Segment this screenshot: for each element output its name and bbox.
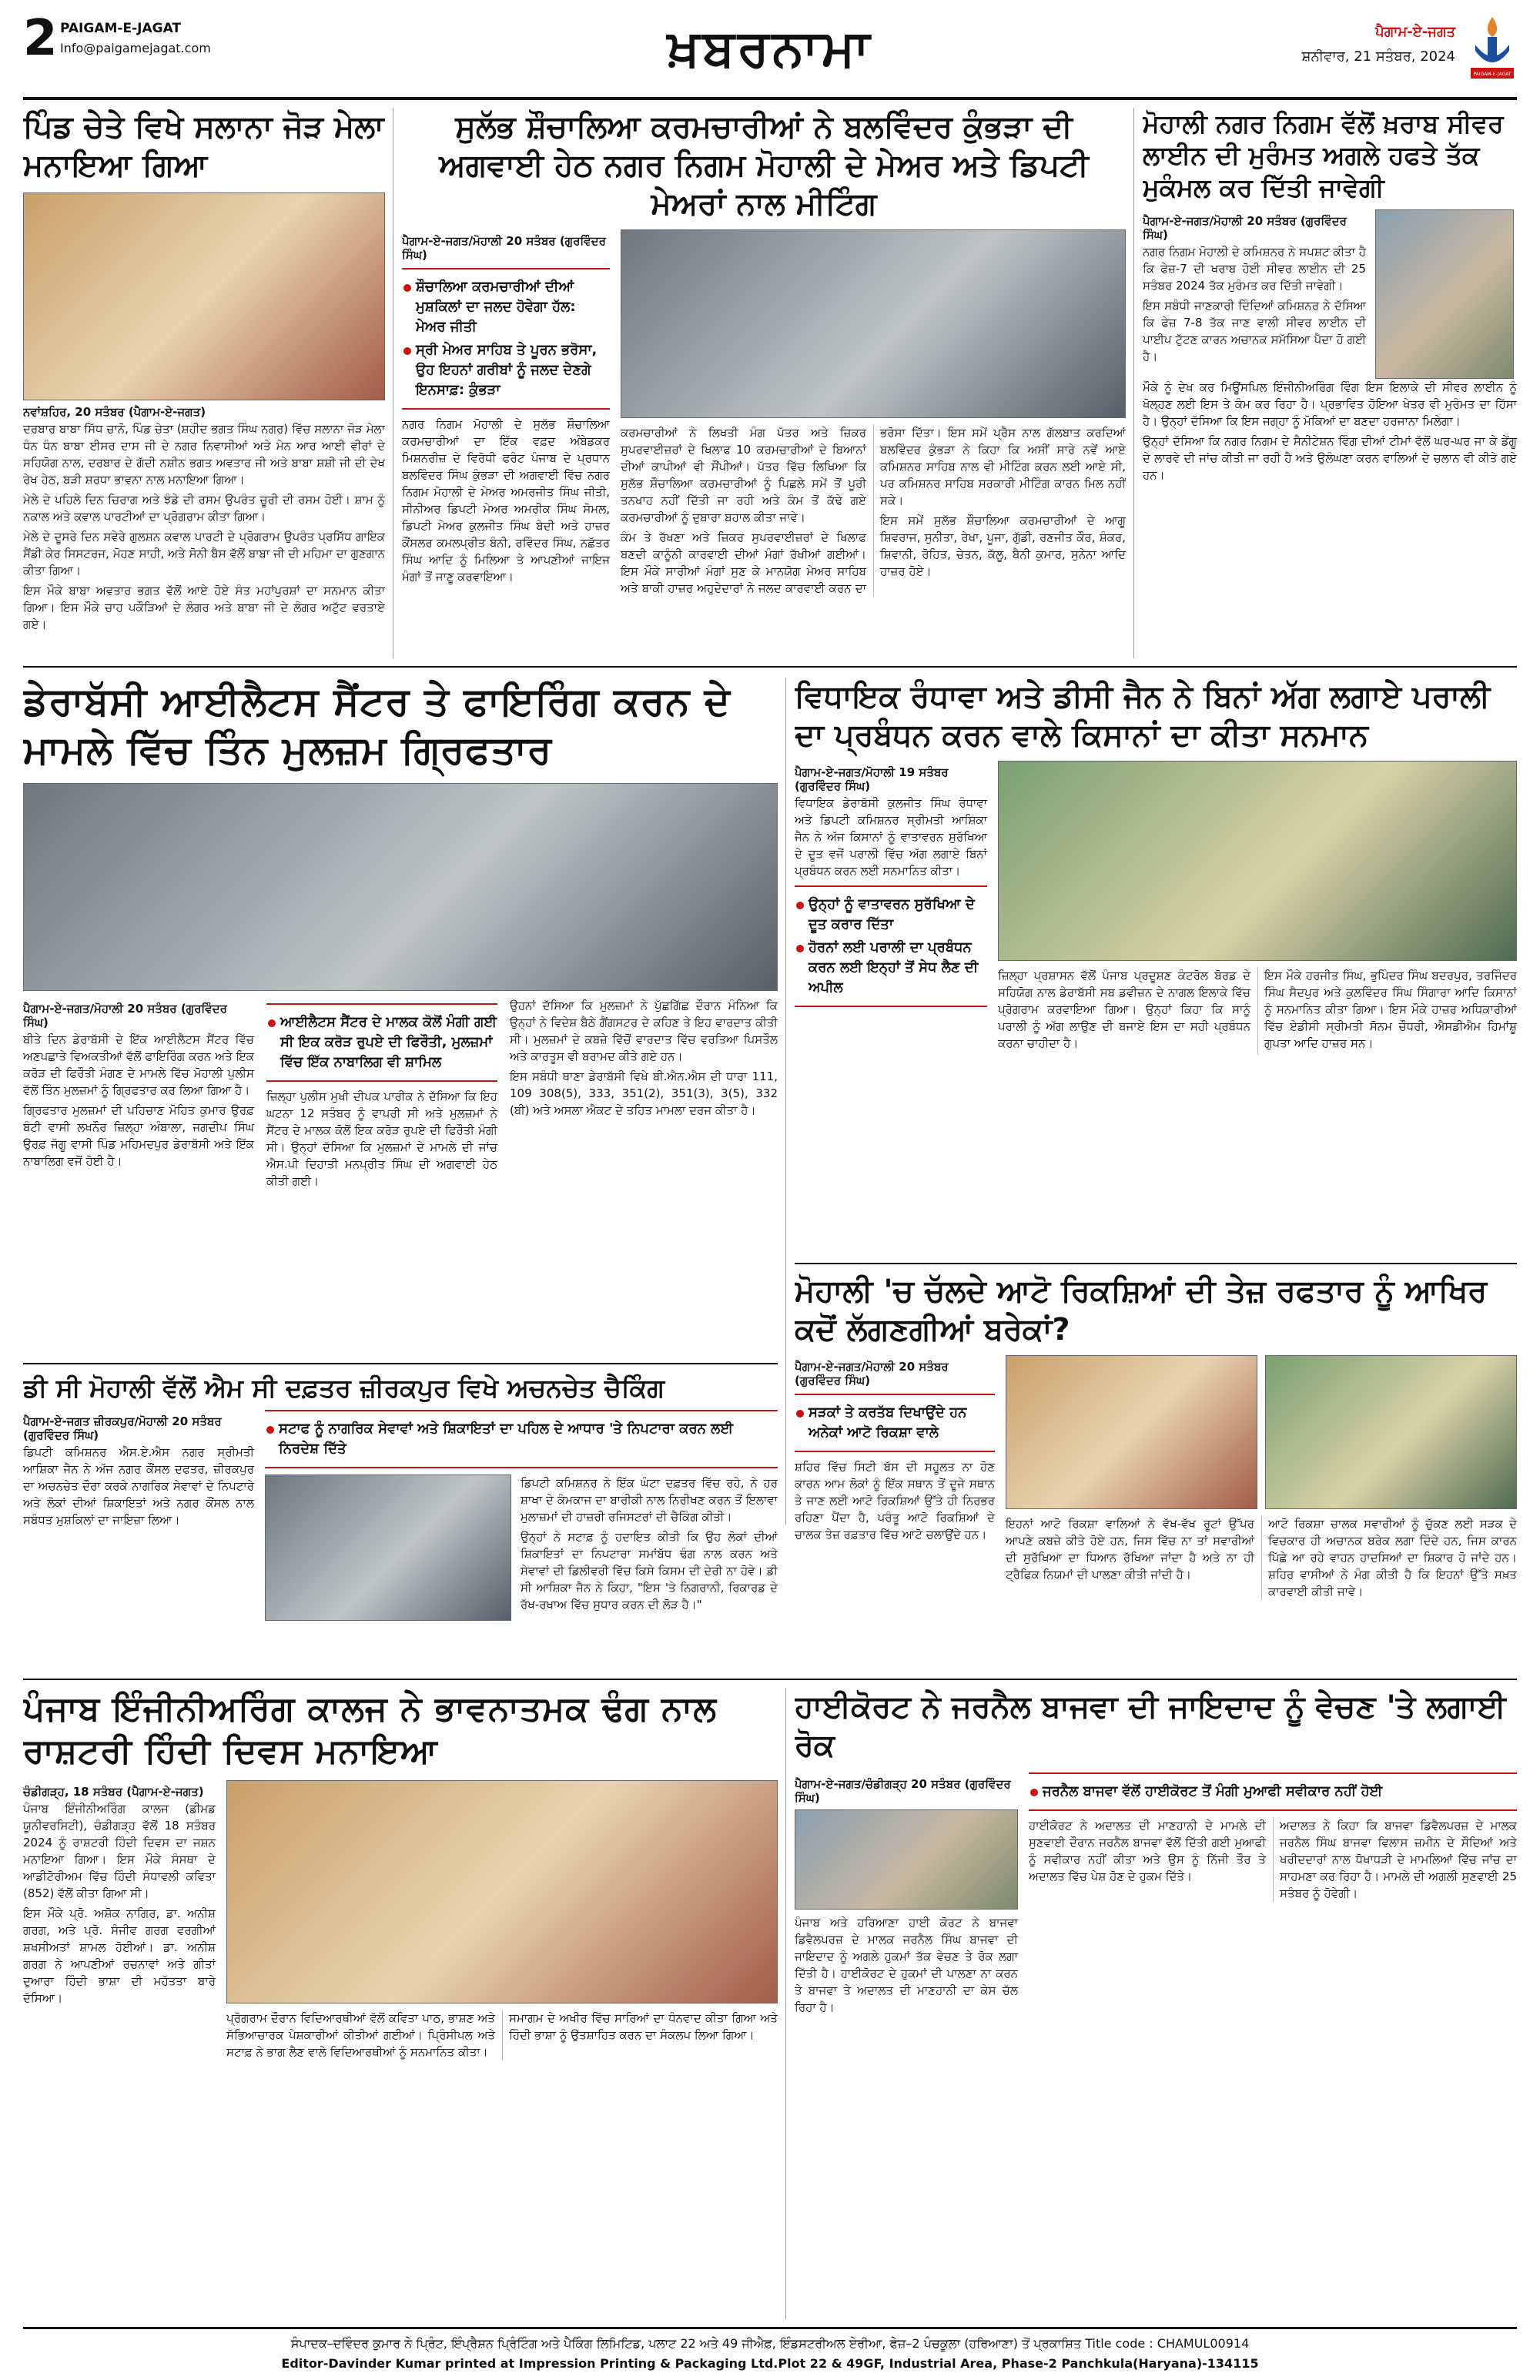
callout-item: ਸੜਕਾਂ ਤੇ ਕਰਤੱਬ ਦਿਖਾਉਂਦੇ ਹਨ ਅਨੇਕਾਂ ਆਟੋ ਰਿਕਸ਼ਾ ਵਾਲੇ: [795, 1403, 995, 1443]
story-body-cont: [1029, 1817, 1517, 1902]
paragraph: ਸਮਾਗਮ ਦੇ ਅਖੀਰ ਵਿੱਚ ਸਾਰਿਆਂ ਦਾ ਧੰਨਵਾਦ ਕੀਤਾ ਗਿਆ ਅਤੇ ਹਿੰਦੀ ਭਾਸ਼ਾ ਨੂੰ ਉਤਸ਼ਾਹਿਤ ਕਰਨ ਦਾ ਸੰਕਲਪ ਲਿਆ ਗਿਆ।: [509, 2011, 778, 2042]
headline: ਪੰਜਾਬ ਇੰਜੀਨੀਅਰਿੰਗ ਕਾਲਜ ਨੇ ਭਾਵਨਾਤਮਕ ਢੰਗ ਨਾਲ ਰਾਸ਼ਟਰੀ ਹਿੰਦੀ ਦਿਵਸ ਮਨਾਇਆ: [23, 1689, 717, 1771]
story-body-cont: [226, 2010, 778, 2060]
story-body: [23, 1031, 254, 1170]
story-sulabh: [402, 108, 1126, 658]
story-body: [795, 795, 987, 879]
headline: ਪਿੰਡ ਚੇਤੇ ਵਿਖੇ ਸਲਾਨਾ ਜੋੜ ਮੇਲਾ ਮਨਾਇਆ ਗਿਆ: [23, 109, 384, 183]
photo-sulabh: [621, 229, 1126, 418]
callout: [795, 885, 987, 1007]
photo-auto-rickshaw: [1006, 1355, 1257, 1509]
brand-name: PAIGAM-E-JAGAT: [60, 21, 182, 36]
page-number: 2: [23, 10, 58, 67]
callout-item: ਆਈਲੈਟਸ ਸੈਂਟਰ ਦੇ ਮਾਲਕ ਕੋਲੋਂ ਮੰਗੀ ਗਈ ਸੀ ਇਕ ਕਰੋੜ ਰੁਪਏ ਦੀ ਫਿਰੌਤੀ, ਮੁਲਜ਼ਮਾਂ ਵਿੱਚ ਇੱਕ ਨਾਬਾਲਿਗ ਵੀ ਸ਼ਾਮਿਲ: [266, 1013, 497, 1073]
callout: [1029, 1772, 1517, 1811]
paragraph: ਕੰਮ ਤੇ ਰੱਖਣਾ ਅਤੇ ਜ਼ਿਕਰ ਸੁਪਰਵਾਈਜ਼ਰਾਂ ਦੇ ਖਿਲਾਫ ਬਣਦੀ ਕਾਨੂੰਨੀ ਕਾਰਵਾਈ ਦੀਆਂ ਮੰਗਾਂ ਰੱਖੀਆਂ ਗਈਆਂ। ਇਸ ਮੌਕੇ ਸਾਰੀਆਂ ਮੰਗਾਂ ਸੁਣ ਕੇ ਮਾਨਯੋਗ ਮੇਅਰ ਸਾਹਿਬ ਅਤੇ ਬਾਕੀ ਹਾਜ਼ਰ ਅਹੁਦੇਦਾਰਾਂ ਨੇ ਜਲਦ ਕਾਰਵਾਈ ਕਰਨ ਦਾ ਭਰੋਸਾ ਦਿੱਤਾ। ਇਸ ਸਮੇਂ ਪ੍ਰੈਸ ਨਾਲ ਗੱਲਬਾਤ ਕਰਦਿਆਂ ਬਲਵਿੰਦਰ ਕੁੰਭੜਾ ਨੇ ਕਿਹਾ ਕਿ ਅਸੀਂ ਸਾਰੇ ਨਵੇਂ ਆਏ ਕਮਿਸ਼ਨਰ ਸਾਹਿਬ ਨਾਲ ਵੀ ਮੀਟਿੰਗ ਕਰਨ ਲਈ ਆਏ ਸੀ, ਪਰ ਕਮਿਸ਼ਨਰ ਸਾਹਿਬ ਸਰਕਾਰੀ ਮੀਟਿੰਗ ਕਾਰਨ ਮਿਲ ਨਹੀਂ ਸਕੇ।: [621, 426, 1126, 595]
story-body: [402, 416, 610, 585]
story-body-cont: [266, 1088, 497, 1190]
dateline: ਪੈਗਾਮ-ਏ-ਜਗਤ/ਚੰਡੀਗੜ੍ਹ 20 ਸਤੰਬਰ (ਗੁਰਵਿੰਦਰ ਸਿੰਘ): [795, 1777, 1011, 1805]
dateline: ਪੈਗਾਮ-ਏ-ਜਗਤ ਜ਼ੀਰਕਪੁਰ/ਮੋਹਾਲੀ 20 ਸਤੰਬਰ (ਗੁਰਵਿੰਦਰ ਸਿੰਘ): [23, 1414, 222, 1443]
story-body: [1143, 243, 1366, 365]
newspaper-logo: [1468, 14, 1517, 83]
paragraph: ਇਸ ਸਬੰਧੀ ਜਾਣਕਾਰੀ ਦਿੰਦਿਆਂ ਕਮਿਸ਼ਨਰ ਨੇ ਦੱਸਿਆ ਕਿ ਫੇਜ਼ 7-8 ਤੱਕ ਜਾਣ ਵਾਲੀ ਸੀਵਰ ਲਾਈਨ ਦੀ ਪਾਈਪ ਟੁੱਟਣ ਕਾਰਨ ਅਚਾਨਕ ਸਮੱਸਿਆ ਪੈਦਾ ਹੋ ਗਈ ਹੈ।: [1143, 298, 1366, 363]
paragraph: ਵਿਧਾਇਕ ਡੇਰਾਬੱਸੀ ਕੁਲਜੀਤ ਸਿੰਘ ਰੰਧਾਵਾ ਅਤੇ ਡਿਪਟੀ ਕਮਿਸ਼ਨਰ ਸ੍ਰੀਮਤੀ ਆਸ਼ਿਕਾ ਜੈਨ ਨੇ ਅੱਜ ਕਿਸਾਨਾਂ ਨੂੰ ਵਾਤਾਵਰਨ ਸੁਰੱਖਿਆ ਦੇ ਦੂਤ ਵਜੋਂ ਪਰਾਲੀ ਵਿੱਚ ਅੱਗ ਲਗਾਏ ਬਿਨਾਂ ਪ੍ਰਬੰਧਨ ਕਰਨ ਲਈ ਸਨਮਾਨਿਤ ਕੀਤਾ।: [795, 796, 987, 878]
paragraph: ਉਹਨਾਂ ਦੱਸਿਆ ਕਿ ਮੁਲਜ਼ਮਾਂ ਨੇ ਪੁੱਛਗਿੱਛ ਦੌਰਾਨ ਮੰਨਿਆ ਕਿ ਉਨ੍ਹਾਂ ਨੇ ਵਿਦੇਸ਼ ਬੈਠੇ ਗੈਂਗਸਟਰ ਦੇ ਕਹਿਣ ਤੇ ਇਹ ਵਾਰਦਾਤ ਕੀਤੀ ਸੀ। ਮੁਲਜ਼ਮਾਂ ਦੇ ਕਬਜ਼ੇ ਵਿੱਚੋਂ ਵਾਰਦਾਤ ਵਿੱਚ ਵਰਤਿਆ ਪਿਸਤੌਲ ਅਤੇ ਕਾਰਤੂਸ ਵੀ ਬਰਾਮਦ ਕੀਤੇ ਗਏ ਹਨ।: [510, 999, 778, 1063]
callout: [402, 268, 610, 410]
paragraph: ਹਾਈਕੋਰਟ ਨੇ ਅਦਾਲਤ ਦੀ ਮਾਣਹਾਨੀ ਦੇ ਮਾਮਲੇ ਦੀ ਸੁਣਵਾਈ ਦੌਰਾਨ ਜਰਨੈਲ ਬਾਜਵਾ ਵੱਲੋਂ ਦਿੱਤੀ ਗਈ ਮੁਆਫੀ ਨੂੰ ਸਵੀਕਾਰ ਨਹੀਂ ਕੀਤਾ ਅਤੇ ਉਸ ਨੂੰ ਨਿੱਜੀ ਤੌਰ ਤੇ ਅਦਾਲਤ ਵਿੱਚ ਪੇਸ਼ ਹੋਣ ਦੇ ਹੁਕਮ ਦਿੱਤੇ।: [1029, 1819, 1266, 1883]
section-rule: [23, 1679, 1517, 1680]
story-bajwa: [795, 1688, 1517, 2319]
story-pec: [23, 1688, 778, 2319]
brand-email: Info@paigamejagat.com: [60, 41, 211, 55]
callout-item: ਸਟਾਫ ਨੂੰ ਨਾਗਰਿਕ ਸੇਵਾਵਾਂ ਅਤੇ ਸ਼ਿਕਾਇਤਾਂ ਦਾ ਪਹਿਲ ਦੇ ਆਧਾਰ 'ਤੇ ਨਿਪਟਾਰਾ ਕਰਨ ਲਈ ਨਿਰਦੇਸ਼ ਦਿੱਤੇ: [265, 1419, 778, 1459]
masthead: [23, 10, 1517, 100]
paragraph: ਉਨ੍ਹਾਂ ਨੇ ਸਟਾਫ਼ ਨੂੰ ਹਦਾਇਤ ਕੀਤੀ ਕਿ ਉਹ ਲੋਕਾਂ ਦੀਆਂ ਸ਼ਿਕਾਇਤਾਂ ਦਾ ਨਿਪਟਾਰਾ ਸਮਾਂਬੱਧ ਢੰਗ ਨਾਲ ਕਰਨ ਅਤੇ ਸੇਵਾਵਾਂ ਦੀ ਡਿਲੀਵਰੀ ਵਿੱਚ ਕਿਸੇ ਕਿਸਮ ਦੀ ਦੇਰੀ ਨਾ ਹੋਵੇ। ਡੀ ਸੀ ਆਸ਼ਿਕਾ ਜੈਨ ਨੇ ਕਿਹਾ, "ਇਸ 'ਤੇ ਨਿਗਰਾਨੀ, ਰਿਕਾਰਡ ਦੇ ਰੱਖ-ਰਖਾਅ ਵਿੱਚ ਸੁਧਾਰ ਕਰਨ ਦੀ ਲੋੜ ਹੈ।": [521, 1530, 778, 1612]
headline: ਸੁਲੱਭ ਸ਼ੌਚਾਲਿਆ ਕਰਮਚਾਰੀਆਂ ਨੇ ਬਲਵਿੰਦਰ ਕੁੰਭੜਾ ਦੀ ਅਗਵਾਈ ਹੇਠ ਨਗਰ ਨਿਗਮ ਮੋਹਾਲੀ ਦੇ ਮੇਅਰ ਅਤੇ ਡਿਪਟੀ ਮੇਅਰਾਂ ਨਾਲ ਮੀਟਿੰਗ: [439, 109, 1089, 222]
paragraph: ਅਦਾਲਤ ਨੇ ਕਿਹਾ ਕਿ ਬਾਜਵਾ ਡਿਵੈਲਪਰਜ਼ ਦੇ ਮਾਲਕ ਜਰਨੈਲ ਸਿੰਘ ਬਾਜਵਾ ਵਿਲਾਸ ਜ਼ਮੀਨ ਦੇ ਸੌਦਿਆਂ ਅਤੇ ਖਰੀਦਦਾਰਾਂ ਨਾਲ ਧੋਖਾਧੜੀ ਦੇ ਮਾਮਲਿਆਂ ਵਿੱਚ ਜਾਂਚ ਦਾ ਸਾਹਮਣਾ ਕਰ ਰਿਹਾ ਹੈ। ਮਾਮਲੇ ਦੀ ਅਗਲੀ ਸੁਣਵਾਈ 25 ਸਤੰਬਰ ਨੂੰ ਹੋਵੇਗੀ।: [1280, 1819, 1517, 1900]
story-randhawa: [795, 678, 1517, 1209]
story-autos: [795, 1272, 1517, 1672]
paragraph: ਗ੍ਰਿਫਤਾਰ ਮੁਲਜ਼ਮਾਂ ਦੀ ਪਹਿਚਾਣ ਮੋਹਿਤ ਕੁਮਾਰ ਉਰਫ਼ ਬੰਟੀ ਵਾਸੀ ਲਖਨੌਰ ਜ਼ਿਲ੍ਹਾ ਅੰਬਾਲਾ, ਜਗਦੀਪ ਸਿੰਘ ਉਰਫ਼ ਜੱਗੂ ਵਾਸੀ ਪਿੰਡ ਮਹਿਮਦਪੁਰ ਡੇਰਾਬੱਸੀ ਅਤੇ ਇੱਕ ਨਾਬਾਲਿਗ ਵਜੋਂ ਹੋਈ ਹੈ।: [23, 1103, 254, 1168]
section-rule: [23, 666, 1517, 668]
story-body-cont2: [510, 997, 778, 1119]
dateline: ਪੈਗਾਮ-ਏ-ਜਗਤ/ਮੋਹਾਲੀ 20 ਸਤੰਬਰ (ਗੁਰਵਿੰਦਰ ਸਿੰਘ): [402, 234, 606, 262]
photo-police-press: [23, 783, 778, 991]
paragraph: ਡਿਪਟੀ ਕਮਿਸ਼ਨਰ ਨੇ ਇੱਕ ਘੰਟਾ ਦਫ਼ਤਰ ਵਿੱਚ ਰਹੇ, ਨੇ ਹਰ ਸ਼ਾਖਾ ਦੇ ਕੰਮਕਾਜ ਦਾ ਬਾਰੀਕੀ ਨਾਲ ਨਿਰੀਖਣ ਕਰਨ ਤੋਂ ਇਲਾਵਾ ਮੁਲਾਜ਼ਮਾਂ ਦੀ ਹਾਜ਼ਰੀ ਰਜਿਸਟਰਾਂ ਦੀ ਚੈਕਿੰਗ ਕੀਤੀ।: [521, 1476, 778, 1525]
paper-name: ਪੈਗਾਮ-ਏ-ਜਗਤ: [1375, 24, 1455, 40]
photo-bajwa: [795, 1809, 1018, 1910]
story-body: [23, 420, 385, 633]
story-body-cont: [621, 424, 1126, 597]
story-sewer: [1143, 108, 1517, 658]
headline: ਮੋਹਾਲੀ 'ਚ ਚੱਲਦੇ ਆਟੋ ਰਿਕਸ਼ਿਆਂ ਦੀ ਤੇਜ਼ ਰਫਤਾਰ ਨੂੰ ਆਖਿਰ ਕਦੋਂ ਲੱਗਣਗੀਆਂ ਬਰੇਕਾਂ?: [795, 1274, 1488, 1347]
dateline: ਚੰਡੀਗੜ੍ਹ, 18 ਸਤੰਬਰ (ਪੈਗਾਮ-ਏ-ਜਗਤ): [23, 1785, 204, 1799]
section-title: ਖ਼ਬਰਨਾਮਾ: [667, 18, 873, 78]
paper-info: [1302, 20, 1455, 69]
callout-item: ਸ਼ੌਚਾਲਿਆ ਕਰਮਚਾਰੀਆਂ ਦੀਆਂ ਮੁਸ਼ਕਿਲਾਂ ਦਾ ਜਲਦ ਹੋਵੇਗਾ ਹੱਲ: ਮੇਅਰ ਜੀਤੀ: [402, 277, 610, 337]
dateline: ਪੈਗਾਮ-ਏ-ਜਗਤ/ਮੋਹਾਲੀ 20 ਸਤੰਬਰ (ਗੁਰਵਿੰਦਰ ਸਿੰਘ): [23, 1002, 227, 1029]
paragraph: ਪ੍ਰੋਗਰਾਮ ਦੌਰਾਨ ਵਿਦਿਆਰਥੀਆਂ ਵੱਲੋਂ ਕਵਿਤਾ ਪਾਠ, ਭਾਸ਼ਣ ਅਤੇ ਸੱਭਿਆਚਾਰਕ ਪੇਸ਼ਕਾਰੀਆਂ ਕੀਤੀਆਂ ਗਈਆਂ। ਪ੍ਰਿੰਸੀਪਲ ਅਤੇ ਸਟਾਫ਼ ਨੇ ਭਾਗ ਲੈਣ ਵਾਲੇ ਵਿਦਿਆਰਥੀਆਂ ਨੂੰ ਸਨਮਾਨਿਤ ਕੀਤਾ।: [226, 2011, 495, 2059]
paragraph: ਇਹਨਾਂ ਆਟੋ ਰਿਕਸ਼ਾ ਵਾਲਿਆਂ ਨੇ ਵੱਖ-ਵੱਖ ਰੂਟਾਂ ਉੱਪਰ ਆਪਣੇ ਕਬਜ਼ੇ ਕੀਤੇ ਹੋਏ ਹਨ, ਜਿਸ ਵਿੱਚ ਨਾ ਤਾਂ ਸਵਾਰੀਆਂ ਦੀ ਸੁਰੱਖਿਆ ਦਾ ਧਿਆਨ ਰੱਖਿਆ ਜਾਂਦਾ ਹੈ ਅਤੇ ਨਾ ਹੀ ਟ੍ਰੈਫਿਕ ਨਿਯਮਾਂ ਦੀ ਪਾਲਣਾ ਕੀਤੀ ਜਾਂਦੀ ਹੈ।: [1006, 1517, 1254, 1582]
callout-item: ਜਰਨੈਲ ਬਾਜਵਾ ਵੱਲੋਂ ਹਾਈਕੋਰਟ ਤੋਂ ਮੰਗੀ ਮੁਆਫੀ ਸਵੀਕਾਰ ਨਹੀਂ ਹੋਈ: [1029, 1782, 1517, 1802]
photo-road-traffic: [1265, 1355, 1517, 1509]
paragraph: ਕਰਮਚਾਰੀਆਂ ਨੇ ਲਿਖਤੀ ਮੰਗ ਪੱਤਰ ਅਤੇ ਜ਼ਿਕਰ ਸੁਪਰਵਾਈਜ਼ਰਾਂ ਦੇ ਖਿਲਾਫ 10 ਕਰਮਚਾਰੀਆਂ ਦੇ ਬਿਆਨਾਂ ਦੀਆਂ ਕਾਪੀਆਂ ਵੀ ਸੌਂਪੀਆਂ। ਪੱਤਰ ਵਿੱਚ ਲਿਖਿਆ ਕਿ ਸੁਲੱਭ ਸ਼ੌਚਾਲਿਆ ਕਰਮਚਾਰੀਆਂ ਨੂੰ ਪਿਛਲੇ ਸਮੇਂ ਤੋਂ ਪੂਰੀ ਤਨਖਾਹ ਨਹੀਂ ਦਿੱਤੀ ਜਾ ਰਹੀ ਅਤੇ ਕੰਮ ਤੋਂ ਕੱਢੇ ਗਏ ਕਰਮਚਾਰੀਆਂ ਨੂੰ ਦੁਬਾਰਾ ਬਹਾਲ ਕੀਤਾ ਜਾਵੇ।: [621, 426, 866, 524]
story-body: [795, 1914, 1018, 2016]
story-body: [23, 1800, 216, 2007]
imprint-line-english: Editor-Davinder Kumar printed at Impression Printing & Packaging Ltd.Plot 22 & 49GF, Industrial Area, Phase-2 Panchkula(Haryana)-134115: [281, 2356, 1259, 2371]
paragraph: ਆਟੋ ਰਿਕਸ਼ਾ ਚਾਲਕ ਸਵਾਰੀਆਂ ਨੂੰ ਚੁੱਕਣ ਲਈ ਸੜਕ ਦੇ ਵਿਚਕਾਰ ਹੀ ਅਚਾਨਕ ਬਰੇਕ ਲਗਾ ਦਿੰਦੇ ਹਨ, ਜਿਸ ਕਾਰਨ ਪਿੱਛੇ ਆ ਰਹੇ ਵਾਹਨ ਹਾਦਸਿਆਂ ਦਾ ਸ਼ਿਕਾਰ ਹੋ ਜਾਂਦੇ ਹਨ। ਸ਼ਹਿਰ ਵਾਸੀਆਂ ਨੇ ਮੰਗ ਕੀਤੀ ਹੈ ਕਿ ਇਹਨਾਂ ਉੱਤੇ ਸਖ਼ਤ ਕਾਰਵਾਈ ਕੀਤੀ ਜਾਵੇ।: [1268, 1517, 1517, 1598]
paragraph: ਇਸ ਮੌਕੇ ਪ੍ਰੋ. ਅਸ਼ੋਕ ਨਾਗਿਰ, ਡਾ. ਅਨੀਸ਼ ਗਰਗ, ਅਤੇ ਪ੍ਰੋ. ਸੰਜੀਵ ਗਰਗ ਵਰਗੀਆਂ ਸ਼ਖਸੀਅਤਾਂ ਸ਼ਾਮਲ ਹੋਈਆਂ। ਡਾ. ਅਨੀਸ਼ ਗਰਗ ਨੇ ਆਪਣੀਆਂ ਰਚਨਾਵਾਂ ਅਤੇ ਗੀਤਾਂ ਦੁਆਰਾ ਹਿੰਦੀ ਭਾਸ਼ਾ ਦੀ ਮਹੱਤਤਾ ਬਾਰੇ ਦੱਸਿਆ।: [23, 1906, 216, 2005]
paragraph: ਇਸ ਸਮੇਂ ਸੁਲੱਭ ਸ਼ੌਚਾਲਿਆ ਕਰਮਚਾਰੀਆਂ ਦੇ ਆਗੂ ਸ਼ਿਵਰਾਜ, ਸੁਨੀਤਾ, ਰੇਖਾ, ਪੂਜਾ, ਗੁੱਡੀ, ਰਣਜੀਤ ਕੌਰ, ਸ਼ੰਕਰ, ਸ਼ਿਵਾਨੀ, ਰੋਹਿਤ, ਚੇਤਨ, ਕੱਲੂ, ਬੈਨੀ ਕੁਮਾਰ, ਸੁਨੇਨਾ ਆਦਿ ਹਾਜ਼ਰ ਹੋਏ।: [880, 514, 1126, 578]
callout-item: ਉਨ੍ਹਾਂ ਨੂੰ ਵਾਤਾਵਰਨ ਸੁਰੱਖਿਆ ਦੇ ਦੂਤ ਕਰਾਰ ਦਿੱਤਾ: [795, 895, 987, 935]
story-body-cont: [998, 967, 1517, 1055]
callout-item: ਹੋਰਨਾਂ ਲਈ ਪਰਾਲੀ ਦਾ ਪ੍ਰਬੰਧਨ ਕਰਨ ਲਈ ਇਨ੍ਹਾਂ ਤੋਂ ਸੇਧ ਲੈਣ ਦੀ ਅਪੀਲ: [795, 938, 987, 998]
imprint-footer: [23, 2327, 1517, 2374]
callout: [266, 1003, 497, 1082]
photo-farmers-honour: [998, 761, 1517, 961]
photo-commissioner: [1375, 209, 1514, 379]
story-body: [795, 1458, 995, 1543]
dateline: ਪੈਗਾਮ-ਏ-ਜਗਤ/ਮੋਹਾਲੀ 20 ਸਤੰਬਰ (ਗੁਰਵਿੰਦਰ ਸਿੰਘ): [1143, 213, 1347, 242]
callout: [795, 1394, 995, 1452]
paragraph: ਜ਼ਿਲ੍ਹਾ ਪ੍ਰਸ਼ਾਸਨ ਵੱਲੋਂ ਪੰਜਾਬ ਪ੍ਰਦੂਸ਼ਣ ਕੰਟਰੋਲ ਬੋਰਡ ਦੇ ਸਹਿਯੋਗ ਨਾਲ ਡੇਰਾਬੱਸੀ ਸਬ ਡਵੀਜ਼ਨ ਦੇ ਨਾਗਲ ਇਲਾਕੇ ਵਿੱਚ ਪ੍ਰੋਗਰਾਮ ਕਰਵਾਇਆ ਗਿਆ। ਉਨ੍ਹਾਂ ਕਿਹਾ ਕਿ ਸਾਨੂੰ ਪਰਾਲੀ ਨੂੰ ਅੱਗ ਲਾਉਣ ਦੀ ਬਜਾਏ ਇਸ ਦਾ ਸਹੀ ਪ੍ਰਬੰਧਨ ਕਰਨਾ ਚਾਹੀਦਾ ਹੈ।: [998, 969, 1250, 1050]
paragraph: ਇਸ ਮੌਕੇ ਬਾਬਾ ਅਵਤਾਰ ਭਗਤ ਵੱਲੋਂ ਆਏ ਹੋਏ ਸੰਤ ਮਹਾਂਪੁਰਸ਼ਾਂ ਦਾ ਸਨਮਾਨ ਕੀਤਾ ਗਿਆ। ਇਸ ਮੌਕੇ ਚਾਹ ਪਕੌੜਿਆਂ ਦੇ ਲੰਗਰ ਅਤੇ ਬਾਬਾ ਜੀ ਦੇ ਲੰਗਰ ਅਟੁੱਟ ਵਰਤਾਏ ਗਏ।: [23, 584, 385, 631]
paragraph: ਨਗਰ ਨਿਗਮ ਮੋਹਾਲੀ ਦੇ ਸੁਲੱਭ ਸ਼ੌਚਾਲਿਆ ਕਰਮਚਾਰੀਆਂ ਦਾ ਇੱਕ ਵਫ਼ਦ ਅੰਬੇਡਕਰ ਮਿਸ਼ਨਰੀਜ਼ ਦੇ ਵਿਰੋਧੀ ਫਰੰਟ ਪੰਜਾਬ ਦੇ ਪ੍ਰਧਾਨ ਬਲਵਿੰਦਰ ਸਿੰਘ ਕੁੰਭੜਾ ਦੀ ਅਗਵਾਈ ਵਿੱਚ ਨਗਰ ਨਿਗਮ ਮੋਹਾਲੀ ਦੇ ਮੇਅਰ ਅਮਰਜੀਤ ਸਿੰਘ ਜੀਤੀ, ਸੀਨੀਅਰ ਡਿਪਟੀ ਮੇਅਰ ਅਮਰੀਕ ਸਿੰਘ ਸੋਮਲ, ਡਿਪਟੀ ਮੇਅਰ ਕੁਲਜੀਤ ਸਿੰਘ ਬੇਦੀ ਅਤੇ ਹਾਜ਼ਰ ਕੌਂਸਲਰ ਕਮਲਪ੍ਰੀਤ ਬੰਨੀ, ਰਵਿੰਦਰ ਸਿੰਘ, ਨਛੱਤਰ ਸਿੰਘ ਆਦਿ ਨੂੰ ਮਿਲਿਆ ਤੇ ਆਪਣੀਆਂ ਜਾਇਜ ਮੰਗਾਂ ਤੋਂ ਜਾਣੂ ਕਰਵਾਇਆ।: [402, 417, 610, 584]
paragraph: ਇਸ ਸਬੰਧੀ ਥਾਣਾ ਡੇਰਾਬੱਸੀ ਵਿਖੇ ਬੀ.ਐਨ.ਐਸ ਦੀ ਧਾਰਾ 111, 109 308(5), 333, 351(2), 351(3), 3(5), 332 (ਬੀ) ਅਤੇ ਅਸਲਾ ਐਕਟ ਦੇ ਤਹਿਤ ਮਾਮਲਾ ਦਰਜ ਕੀਤਾ ਹੈ।: [510, 1069, 778, 1117]
paragraph: ਉਨ੍ਹਾਂ ਦੱਸਿਆ ਕਿ ਨਗਰ ਨਿਗਮ ਦੇ ਸੈਨੀਟੇਸ਼ਨ ਵਿੰਗ ਦੀਆਂ ਟੀਮਾਂ ਵੱਲੋਂ ਘਰ-ਘਰ ਜਾ ਕੇ ਡੇਂਗੂ ਦੇ ਲਾਰਵੇ ਦੀ ਜਾਂਚ ਕੀਤੀ ਜਾ ਰਹੀ ਹੈ ਅਤੇ ਉਲੰਘਣਾ ਕਰਨ ਵਾਲਿਆਂ ਦੇ ਚਲਾਨ ਵੀ ਕੀਤੇ ਗਏ ਹਨ।: [1143, 433, 1517, 482]
story-derabassi: [23, 678, 778, 1355]
headline: ਡੀ ਸੀ ਮੋਹਾਲੀ ਵੱਲੋਂ ਐਮ ਸੀ ਦਫ਼ਤਰ ਜ਼ੀਰਕਪੁਰ ਵਿਖੇ ਅਚਨਚੇਤ ਚੈਕਿੰਗ: [23, 1373, 665, 1403]
section-rule: [795, 1263, 1517, 1264]
paragraph: ਬੀਤੇ ਦਿਨ ਡੇਰਾਬੱਸੀ ਦੇ ਇੱਕ ਆਈਲੈਟਸ ਸੈਂਟਰ ਵਿੱਚ ਅਣਪਛਾਤੇ ਵਿਅਕਤੀਆਂ ਵੱਲੋਂ ਫਾਇਰਿੰਗ ਕਰਨ ਅਤੇ ਇਕ ਕਰੋੜ ਦੀ ਫਿਰੌਤੀ ਮੰਗਣ ਦੇ ਮਾਮਲੇ ਵਿੱਚ ਮੋਹਾਲੀ ਪੁਲੀਸ ਵੱਲੋਂ ਤਿੰਨ ਮੁਲਜ਼ਮਾਂ ਨੂੰ ਗ੍ਰਿਫਤਾਰ ਕਰ ਲਿਆ ਗਿਆ ਹੈ।: [23, 1033, 254, 1097]
story-body: [23, 1444, 254, 1528]
story-body-cont: [1006, 1515, 1517, 1600]
headline: ਵਿਧਾਇਕ ਰੰਧਾਵਾ ਅਤੇ ਡੀਸੀ ਜੈਨ ਨੇ ਬਿਨਾਂ ਅੱਗ ਲਗਾਏ ਪਰਾਲੀ ਦਾ ਪ੍ਰਬੰਧਨ ਕਰਨ ਵਾਲੇ ਕਿਸਾਨਾਂ ਦਾ ਕੀਤਾ ਸਨਮਾਨ: [795, 679, 1491, 753]
paragraph: ਪੰਜਾਬ ਇੰਜੀਨੀਅਰਿੰਗ ਕਾਲਜ (ਡੀਮਡ ਯੂਨੀਵਰਸਿਟੀ), ਚੰਡੀਗੜ੍ਹ ਵੱਲੋਂ 18 ਸਤੰਬਰ 2024 ਨੂੰ ਰਾਸ਼ਟਰੀ ਹਿੰਦੀ ਦਿਵਸ ਦਾ ਜਸ਼ਨ ਮਨਾਇਆ ਗਿਆ। ਇਸ ਮੌਕੇ ਸੰਸਥਾ ਦੇ ਆਡੀਟੋਰੀਅਮ ਵਿੱਚ ਹਿੰਦੀ ਸੰਧਾਵਲੀ ਕਵਿਤਾ (852) ਵੱਲੋਂ ਕੀਤਾ ਗਿਆ ਸੀ।: [23, 1802, 216, 1900]
paragraph: ਇਸ ਮੌਕੇ ਹਰਜੀਤ ਸਿੰਘ, ਭੁਪਿੰਦਰ ਸਿੰਘ ਬਦਰਪੁਰ, ਤਰਜਿੰਦਰ ਸਿੰਘ ਸੈਦਪੁਰ ਅਤੇ ਕੁਲਵਿੰਦਰ ਸਿੰਘ ਸਿੰਗਾਰਾ ਆਦਿ ਕਿਸਾਨਾਂ ਨੂੰ ਸਨਮਾਨਿਤ ਕੀਤਾ ਗਿਆ। ਇਸ ਮੌਕੇ ਹਾਜ਼ਰ ਅਧਿਕਾਰੀਆਂ ਵਿੱਚ ਏਡੀਸੀ ਸ੍ਰੀਮਤੀ ਸੋਨਮ ਚੌਧਰੀ, ਐਸਡੀਐਮ ਹਿਮਾਂਸ਼ੂ ਗੁਪਤਾ ਆਦਿ ਹਾਜ਼ਰ ਸਨ।: [1264, 969, 1517, 1050]
paragraph: ਪੰਜਾਬ ਅਤੇ ਹਰਿਆਣਾ ਹਾਈ ਕੋਰਟ ਨੇ ਬਾਜਵਾ ਡਿਵੈਲਪਰਜ਼ ਦੇ ਮਾਲਕ ਜਰਨੈਲ ਸਿੰਘ ਬਾਜਵਾ ਦੀ ਜਾਇਦਾਦ ਨੂੰ ਅਗਲੇ ਹੁਕਮਾਂ ਤੱਕ ਵੇਚਣ ਤੇ ਰੋਕ ਲਗਾ ਦਿੱਤੀ ਹੈ। ਹਾਈਕੋਰਟ ਦੇ ਹੁਕਮਾਂ ਦੀ ਪਾਲਣਾ ਨਾ ਕਰਨ ਤੇ ਬਾਜਵਾ ਤੇ ਅਦਾਲਤ ਦੀ ਮਾਣਹਾਨੀ ਦਾ ਕੇਸ ਚੱਲ ਰਿਹਾ ਹੈ।: [795, 1916, 1018, 2014]
photo-salana: [23, 192, 385, 400]
paragraph: ਮੌਕੇ ਨੂੰ ਦੇਖ ਕਰ ਮਿਊਂਸਪਿਲ ਇੰਜੀਨੀਅਰਿੰਗ ਵਿੰਗ ਇਸ ਇਲਾਕੇ ਦੀ ਸੀਵਰ ਲਾਈਨ ਨੂੰ ਖੋਲ੍ਹਣ ਲਈ ਇਸ ਤੇ ਕੰਮ ਕਰ ਰਿਹਾ ਹੈ। ਪ੍ਰਭਾਵਿਤ ਹੋਇਆ ਖੇਤਰ ਵੀ ਮੁਰੰਮਤ ਦਾ ਹਿੱਸਾ ਹੈ। ਉਨ੍ਹਾਂ ਦੱਸਿਆ ਕਿ ਇਸ ਜਗ੍ਹਾ ਨੂੰ ਮੋਕਿਆਂ ਦਾ ਬਣਦਾ ਹਰਜਾਨਾ ਮਿਲੇਗਾ।: [1143, 380, 1517, 428]
headline: ਡੇਰਾਬੱਸੀ ਆਈਲੈਟਸ ਸੈਂਟਰ ਤੇ ਫਾਇਰਿੰਗ ਕਰਨ ਦੇ ਮਾਮਲੇ ਵਿੱਚ ਤਿੰਨ ਮੁਲਜ਼ਮ ਗ੍ਰਿਫਤਾਰ: [23, 679, 731, 772]
logo-text: PAIGAM-E-JAGAT: [1473, 72, 1512, 77]
callout-item: ਸ੍ਰੀ ਮੇਅਰ ਸਾਹਿਬ ਤੇ ਪੂਰਨ ਭਰੋਸਾ, ਉਹ ਇਹਨਾਂ ਗਰੀਬਾਂ ਨੂੰ ਜਲਦ ਦੇਣਗੇ ਇਨਸਾਫ਼: ਕੁੰਭੜਾ: [402, 340, 610, 400]
imprint-line-punjabi: ਸੰਪਾਦਕ–ਦਵਿੰਦਰ ਕੁਮਾਰ ਨੇ ਪ੍ਰਿੰਟ, ਇੰਪ੍ਰੈਸ਼ਨ ਪ੍ਰਿੰਟਿੰਗ ਅਤੇ ਪੈਕਿੰਗ ਲਿਮਿਟਿਡ, ਪਲਾਟ 22 ਅਤੇ 49 ਜੀਐਫ਼, ਇੰਡਸਟਰੀਅਲ ਏਰੀਆ, ਫੇਜ਼–2 ਪੰਚਕੂਲਾ (ਹਰਿਆਣਾ) ਤੋਂ ਪ੍ਰਕਾਸ਼ਿਤ Title code : CHAMUL00914: [290, 2336, 1250, 2351]
paragraph: ਸ਼ਹਿਰ ਵਿੱਚ ਸਿਟੀ ਬੱਸ ਦੀ ਸਹੂਲਤ ਨਾ ਹੋਣ ਕਾਰਨ ਆਮ ਲੋਕਾਂ ਨੂੰ ਇੱਕ ਸਥਾਨ ਤੋਂ ਦੂਜੇ ਸਥਾਨ ਤੇ ਜਾਣ ਲਈ ਆਟੋ ਰਿਕਸ਼ਿਆਂ ਉੱਤੇ ਹੀ ਨਿਰਭਰ ਰਹਿਣਾ ਪੈਂਦਾ ਹੈ, ਪਰੰਤੂ ਆਟੋ ਰਿਕਸ਼ਿਆਂ ਦੇ ਚਾਲਕ ਤੇਜ਼ ਰਫ਼ਤਾਰ ਵਿੱਚ ਆਟੋ ਚਲਾਉਂਦੇ ਹਨ।: [795, 1460, 995, 1541]
issue-date: ਸ਼ਨੀਵਾਰ, 21 ਸਤੰਬਰ, 2024: [1301, 49, 1455, 65]
story-body-cont: [1143, 379, 1517, 484]
headline: ਹਾਈਕੋਰਟ ਨੇ ਜਰਨੈਲ ਬਾਜਵਾ ਦੀ ਜਾਇਦਾਦ ਨੂੰ ਵੇਚਣ 'ਤੇ ਲਗਾਈ ਰੋਕ: [795, 1689, 1506, 1763]
dateline: ਨਵਾਂਸ਼ਹਿਰ, 20 ਸਤੰਬਰ (ਪੈਗਾਮ-ਏ-ਜਗਤ): [23, 405, 206, 419]
column-divider: [785, 678, 786, 1525]
paragraph: ਡਿਪਟੀ ਕਮਿਸ਼ਨਰ ਐਸ.ਏ.ਐਸ ਨਗਰ ਸ੍ਰੀਮਤੀ ਆਸ਼ਿਕਾ ਜੈਨ ਨੇ ਅੱਜ ਨਗਰ ਕੌਂਸਲ ਦਫਤਰ, ਜ਼ੀਰਕਪੁਰ ਦਾ ਅਚਨਚੇਤ ਦੌਰਾ ਕਰਕੇ ਨਾਗਰਿਕ ਸੇਵਾਵਾਂ ਦੇ ਨਿਪਟਾਰੇ ਅਤੇ ਲੋਕਾਂ ਦੀਆਂ ਸ਼ਿਕਾਇਤਾਂ ਅਤੇ ਨਗਰ ਕੌਂਸਲ ਨਾਲ ਸਬੰਧਤ ਮੁਸ਼ਕਿਲਾਂ ਦਾ ਜਾਇਜ਼ਾ ਲਿਆ।: [23, 1445, 254, 1528]
paragraph: ਨਗਰ ਨਿਗਮ ਮੋਹਾਲੀ ਦੇ ਕਮਿਸ਼ਨਰ ਨੇ ਸਪਸ਼ਟ ਕੀਤਾ ਹੈ ਕਿ ਫੇਜ਼-7 ਦੀ ਖਰਾਬ ਹੋਈ ਸੀਵਰ ਲਾਈਨ ਦੀ 25 ਸਤੰਬਰ 2024 ਤੱਕ ਮੁਰੰਮਤ ਕਰ ਦਿੱਤੀ ਜਾਵੇਗੀ।: [1143, 244, 1366, 293]
paragraph: ਮੇਲੇ ਦੇ ਪਹਿਲੇ ਦਿਨ ਚਿਰਾਗ ਅਤੇ ਝੰਡੇ ਦੀ ਰਸਮ ਉਪਰੰਤ ਚੂਰੀ ਦੀ ਰਸਮ ਹੋਈ। ਸ਼ਾਮ ਨੂੰ ਨਕਾਲ ਅਤੇ ਕਵਾਲ ਪਾਰਟੀਆਂ ਦਾ ਪ੍ਰੋਗਰਾਮ ਕੀਤਾ ਗਿਆ।: [23, 493, 385, 524]
paragraph: ਮੇਲੇ ਦੇ ਦੂਸਰੇ ਦਿਨ ਸਵੇਰੇ ਗੁਲਸ਼ਨ ਕਵਾਲ ਪਾਰਟੀ ਦੇ ਪ੍ਰੋਗਰਾਮ ਉਪਰੰਤ ਪ੍ਰਸਿੱਧ ਗਾਇਕ ਸੈਂਡੀ ਕੇਰ ਸਿਸਟਰਜ, ਮੋਹਣ ਸਾਹੀ, ਅਤੇ ਸੋਨੀ ਬੈਸ ਵੱਲੋਂ ਬਾਬਾ ਜੀ ਦੀ ਮਹਿਮਾ ਦਾ ਗੁਣਗਾਨ ਕੀਤਾ ਗਿਆ।: [23, 530, 385, 577]
story-body-cont: [521, 1475, 778, 1621]
dateline: ਪੈਗਾਮ-ਏ-ਜਗਤ/ਮੋਹਾਲੀ 19 ਸਤੰਬਰ (ਗੁਰਵਿੰਦਰ ਸਿੰਘ): [795, 765, 949, 793]
photo-hindi-diwas: [226, 1780, 778, 2003]
column-divider: [785, 1688, 786, 2319]
paragraph: ਦਰਬਾਰ ਬਾਬਾ ਸਿੱਧ ਚਾਨੋ, ਪਿੰਡ ਚੇਤਾ (ਸ਼ਹੀਦ ਭਗਤ ਸਿੰਘ ਨਗਰ) ਵਿੱਚ ਸਲਾਨਾ ਜੋੜ ਮੇਲਾ ਧੰਨ ਧੰਨ ਬਾਬਾ ਈਸਰ ਦਾਸ ਜੀ ਦੇ ਨਗਰ ਨਿਵਾਸੀਆਂ ਅਤੇ ਮੇਨ ਆਰ ਆਈ ਵੀਰਾਂ ਦੇ ਸਹਿਯੋਗ ਨਾਲ, ਦਰਬਾਰ ਦੇ ਗੱਦੀ ਨਸ਼ੀਨ ਭਗਤ ਅਵਤਾਰ ਜੀ ਅਤੇ ਬਾਬਾ ਸ਼ਸ਼ੀ ਜੀ ਦੀ ਦੇਖ ਰੇਖ ਹੇਠ, ਬੜੀ ਸ਼ਰਧਾ ਭਾਵਨਾ ਨਾਲ ਮਨਾਇਆ ਗਿਆ।: [23, 422, 385, 487]
headline: ਮੋਹਾਲੀ ਨਗਰ ਨਿਗਮ ਵੱਲੋਂ ਖ਼ਰਾਬ ਸੀਵਰ ਲਾਈਨ ਦੀ ਮੁਰੰਮਤ ਅਗਲੇ ਹਫਤੇ ਤੱਕ ਮੁਕੰਮਲ ਕਰ ਦਿੱਤੀ ਜਾਵੇਗੀ: [1143, 109, 1504, 203]
column-divider: [1133, 108, 1134, 658]
story-zirakpur: [23, 1372, 778, 1672]
story-salana: [23, 108, 385, 658]
section-rule: [23, 1363, 778, 1364]
paragraph: ਜ਼ਿਲ੍ਹਾ ਪੁਲੀਸ ਮੁਖੀ ਦੀਪਕ ਪਾਰੀਕ ਨੇ ਦੱਸਿਆ ਕਿ ਇਹ ਘਟਨਾ 12 ਸਤੰਬਰ ਨੂੰ ਵਾਪਰੀ ਸੀ ਅਤੇ ਮੁਲਜ਼ਮਾਂ ਨੇ ਸੈਂਟਰ ਦੇ ਮਾਲਕ ਕੋਲੋਂ ਇਕ ਕਰੋੜ ਰੁਪਏ ਦੀ ਫਿਰੌਤੀ ਮੰਗੀ ਸੀ। ਉਨ੍ਹਾਂ ਦੱਸਿਆ ਕਿ ਮੁਲਜ਼ਮਾਂ ਦੇ ਮਾਮਲੇ ਦੀ ਜਾਂਚ ਐਸ.ਪੀ ਦਿਹਾਤੀ ਮਨਪ੍ਰੀਤ ਸਿੰਘ ਦੀ ਅਗਵਾਈ ਹੇਠ ਕੀਤੀ ਗਈ।: [266, 1090, 497, 1188]
dateline: ਪੈਗਾਮ-ਏ-ਜਗਤ/ਮੋਹਾਲੀ 20 ਸਤੰਬਰ (ਗੁਰਵਿੰਦਰ ਸਿੰਘ): [795, 1360, 949, 1387]
callout: [265, 1410, 778, 1468]
photo-dc-inspection: [265, 1475, 511, 1621]
